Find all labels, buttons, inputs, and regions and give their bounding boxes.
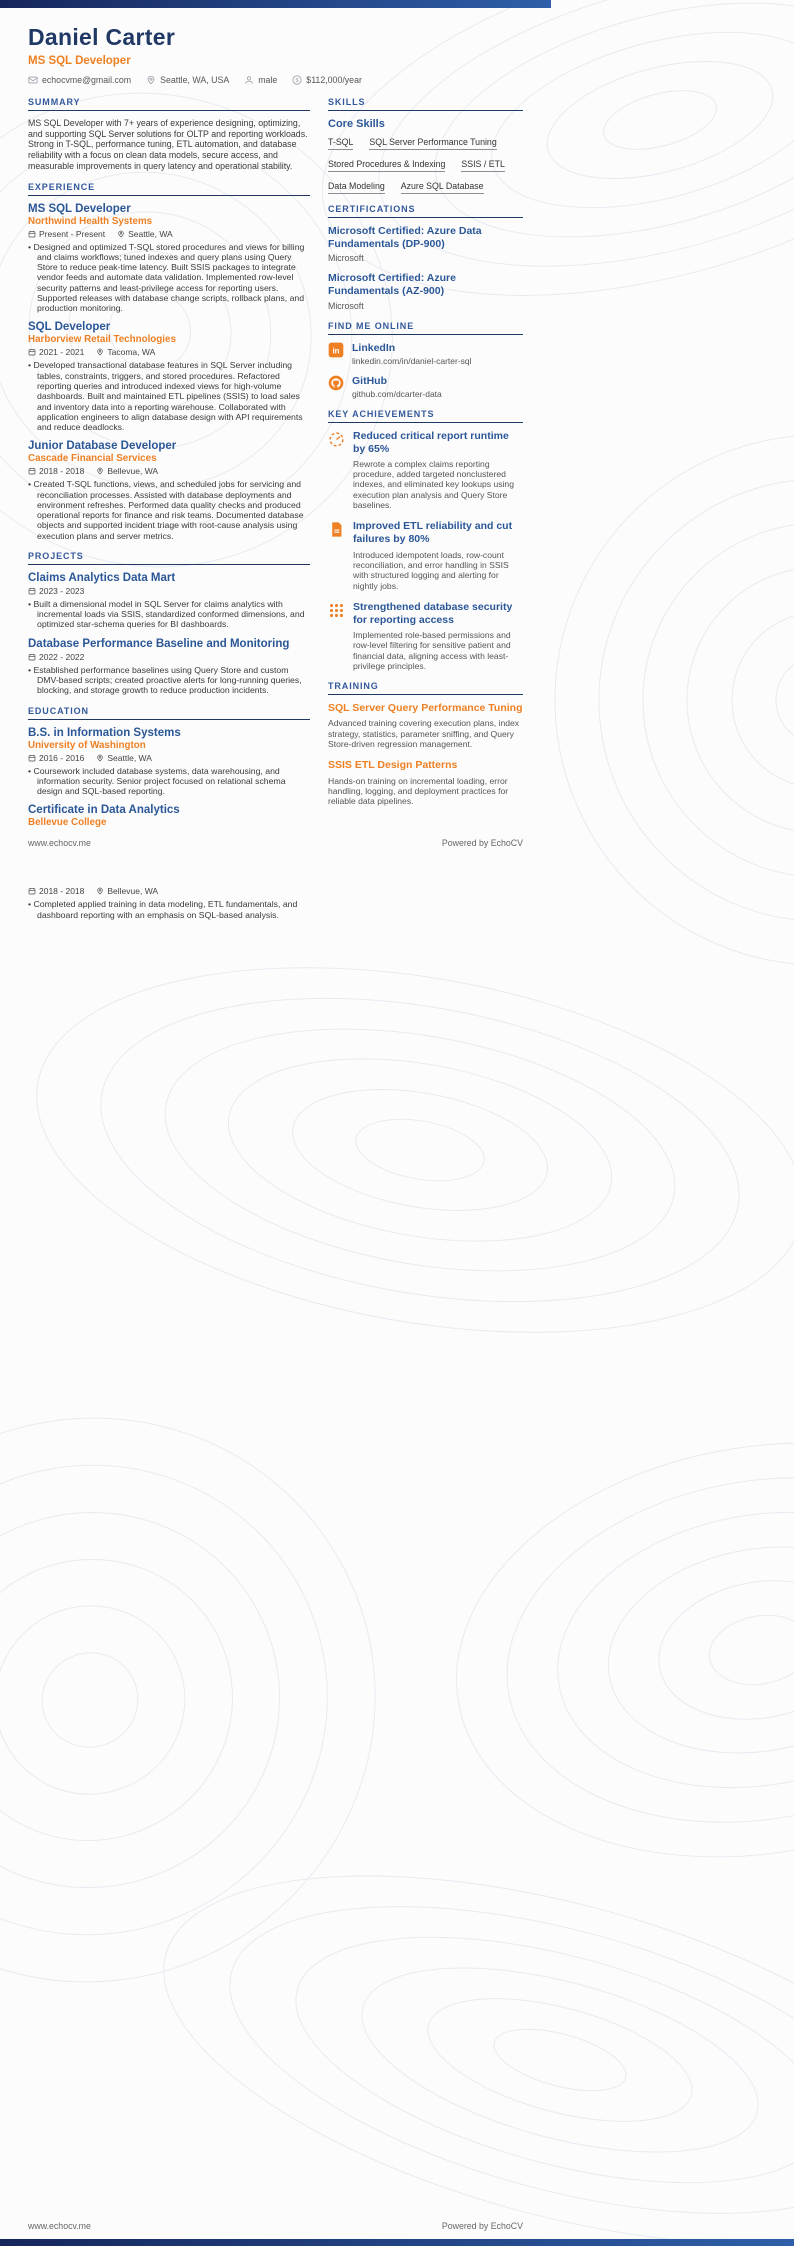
calendar-icon: [28, 754, 36, 762]
training-text: Advanced training covering execution plans, index strategy, statistics, parameter sniffing, and Query Store-driven regression management.: [328, 718, 520, 750]
email-icon: [28, 75, 38, 85]
resume-page-2: [0, 858, 551, 920]
job-location: Seattle, WA: [117, 229, 173, 239]
skill-chip: Data Modeling: [328, 181, 385, 194]
degree: Certificate in Data Analytics: [28, 804, 180, 817]
education-bullet: • Completed applied training in data modeling, ETL fundamentals, and dashboard reporting with an emphasis on SQL-based analysis.: [37, 899, 310, 920]
education-bullet: • Coursework included database systems, data warehousing, and information security. Senior project focused on relational schema design and SQL-based reporting.: [37, 766, 310, 797]
candidate-title: MS SQL Developer: [28, 55, 131, 67]
education-entry-continued: [28, 886, 310, 920]
document-icon: [328, 521, 345, 538]
skill-chip: Azure SQL Database: [401, 181, 484, 194]
job-bullet: • Designed and optimized T-SQL stored procedures and views for billing and claims workflows; tuned indexes and query plans using Query Store to reduce peak-time latency. Built SSIS packages to integrate vendor feeds and automate data validation. Implemented row-level security patterns and least-privilege access for reporting users. Supported releases with database change scripts, rollback plans, and production monitoring.: [37, 242, 310, 314]
contact-row: [28, 75, 523, 85]
training-entry: [328, 702, 523, 749]
gauge-icon: [328, 431, 345, 448]
location-pin-icon: [146, 75, 156, 85]
project-title: Database Performance Baseline and Monitoring: [28, 637, 290, 650]
job-title: MS SQL Developer: [28, 202, 131, 215]
certifications-heading: CERTIFICATIONS: [328, 204, 523, 218]
section-key-achievements: [328, 409, 523, 672]
job-title: SQL Developer: [28, 321, 111, 334]
project-bullet: • Built a dimensional model in SQL Server for claims analytics with incremental loads via SSIS, standardized conformed dimensions, and optimized star-schema queries for BI dashboards.: [37, 599, 310, 630]
experience-heading: EXPERIENCE: [28, 182, 310, 196]
summary-heading: SUMMARY: [28, 97, 310, 111]
site-link[interactable]: www.echocv.me: [28, 2221, 91, 2231]
job-company: Harborview Retail Technologies: [28, 334, 176, 346]
section-education: [28, 706, 310, 829]
skill-group-title: Core Skills: [328, 118, 385, 130]
project-title: Claims Analytics Data Mart: [28, 571, 176, 584]
online-profile-github[interactable]: [328, 375, 523, 399]
location-pin-icon: [117, 230, 125, 238]
job-title: Junior Database Developer: [28, 440, 177, 453]
achievement-entry: [328, 520, 523, 591]
location-pin-icon: [96, 754, 104, 762]
calendar-icon: [28, 348, 36, 356]
powered-by-link[interactable]: Powered by EchoCV: [441, 2221, 523, 2231]
education-location: Seattle, WA: [96, 753, 152, 763]
contact-salary: $112,000/year: [292, 75, 362, 85]
contact-location: Seattle, WA, USA: [146, 75, 229, 85]
calendar-icon: [28, 887, 36, 895]
powered-by-link[interactable]: Powered by EchoCV: [441, 838, 523, 849]
certification-name: Microsoft Certified: Azure Data Fundamentals (DP-900): [328, 225, 482, 251]
achievement-text: Rewrote a complex claims reporting procedure, added targeted nonclustered indexes, and eliminated key lookups using execution plan analysis and Query Store baselines.: [353, 458, 514, 510]
certification-issuer: Microsoft: [328, 253, 364, 264]
salary-icon: [292, 75, 302, 85]
location-pin-icon: [96, 467, 104, 475]
job-company: Northwind Health Systems: [28, 215, 153, 227]
job-dates: 2021 - 2021: [28, 347, 84, 357]
section-find-me-online: [328, 321, 523, 399]
education-heading: EDUCATION: [28, 706, 310, 720]
certification-entry: [328, 272, 523, 310]
experience-entry: [28, 203, 310, 314]
job-company: Cascade Financial Services: [28, 453, 157, 465]
project-meta: [28, 652, 310, 662]
section-certifications: [328, 204, 523, 311]
left-column: [28, 97, 310, 838]
project-dates: 2022 - 2022: [28, 652, 84, 662]
online-label: GitHub: [352, 374, 387, 387]
right-column: [328, 97, 523, 838]
education-dates: 2016 - 2016: [28, 753, 84, 763]
calendar-icon: [28, 467, 36, 475]
training-heading: TRAINING: [328, 681, 523, 695]
section-experience: [28, 182, 310, 541]
section-skills: [328, 97, 523, 194]
grid-dots-icon: [328, 602, 345, 619]
online-url[interactable]: linkedin.com/in/daniel-carter-sql: [352, 355, 472, 366]
education-entry: [28, 804, 310, 828]
job-dates: 2018 - 2018: [28, 466, 84, 476]
contact-gender: male: [244, 75, 277, 85]
skill-chip: T-SQL: [328, 137, 353, 150]
achievement-title: Improved ETL reliability and cut failures by 80%: [353, 520, 513, 546]
candidate-name: Daniel Carter: [28, 24, 176, 50]
achievement-title: Reduced critical report runtime by 65%: [353, 429, 509, 455]
skill-chip: Stored Procedures & Indexing: [328, 159, 445, 172]
school: Bellevue College: [28, 817, 107, 829]
training-title: SSIS ETL Design Patterns: [328, 759, 458, 772]
github-icon: [328, 375, 344, 391]
education-location: Bellevue, WA: [96, 886, 158, 896]
online-profile-linkedin[interactable]: [328, 342, 523, 366]
location-pin-icon: [96, 887, 104, 895]
achievement-text: Introduced idempotent loads, row-count reconciliation, and error handling in SSIS with structured logging and alerting for nightly jobs.: [353, 549, 509, 591]
section-projects: [28, 551, 310, 696]
person-icon: [244, 75, 254, 85]
education-meta: [28, 886, 310, 896]
job-meta: [28, 466, 310, 476]
job-meta: [28, 229, 310, 239]
top-accent-bar: [0, 0, 551, 8]
project-entry: [28, 572, 310, 630]
school: University of Washington: [28, 739, 146, 751]
job-dates: Present - Present: [28, 229, 105, 239]
skills-heading: SKILLS: [328, 97, 523, 111]
project-bullet: • Established performance baselines using Query Store and custom DMV-based scripts; created proactive alerts for long-running queries, blocking, and storage growth to reduce production incidents.: [37, 665, 310, 696]
project-dates: 2023 - 2023: [28, 586, 84, 596]
section-summary: [28, 97, 310, 172]
degree: B.S. in Information Systems: [28, 726, 181, 739]
project-entry: [28, 638, 310, 696]
page-footer: [0, 838, 551, 858]
achievement-entry: [328, 601, 523, 672]
training-title: SQL Server Query Performance Tuning: [328, 702, 523, 715]
achievements-heading: KEY ACHIEVEMENTS: [328, 409, 523, 423]
project-meta: [28, 586, 310, 596]
bottom-footer: [0, 2221, 551, 2239]
certification-entry: [328, 225, 523, 263]
skill-chip: SQL Server Performance Tuning: [369, 137, 496, 150]
job-meta: [28, 347, 310, 357]
resume-page-1: [0, 0, 551, 858]
achievement-entry: [328, 430, 523, 511]
online-label: LinkedIn: [352, 341, 396, 354]
job-location: Tacoma, WA: [96, 347, 155, 357]
education-dates: 2018 - 2018: [28, 886, 84, 896]
location-pin-icon: [96, 348, 104, 356]
online-url[interactable]: github.com/dcarter-data: [352, 388, 442, 399]
certification-name: Microsoft Certified: Azure Fundamentals (AZ-900): [328, 272, 456, 298]
job-location: Bellevue, WA: [96, 466, 158, 476]
resume-header: [0, 8, 551, 85]
online-heading: FIND ME ONLINE: [328, 321, 523, 335]
section-training: [328, 681, 523, 806]
achievement-title: Strengthened database security for reporting access: [353, 600, 513, 626]
site-link[interactable]: www.echocv.me: [28, 838, 91, 849]
linkedin-icon: [328, 342, 344, 358]
achievement-text: Implemented role-based permissions and row-level filtering for sensitive patient and financial data, aligning access with least-privilege principles.: [353, 630, 511, 671]
experience-entry: [28, 440, 310, 541]
education-meta: [28, 753, 310, 763]
experience-entry: [28, 321, 310, 432]
education-entry: [28, 727, 310, 797]
calendar-icon: [28, 653, 36, 661]
certification-issuer: Microsoft: [328, 300, 364, 311]
calendar-icon: [28, 587, 36, 595]
training-entry: [328, 759, 523, 806]
job-bullet: • Created T-SQL functions, views, and scheduled jobs for servicing and reconciliation processes. Assisted with database deployments and environment refreshes. Performed data quality checks and produced operational reports for finance and risk teams. Documented database objects and supported incident triage with root-cause analysis using execution plans and server metrics.: [37, 479, 310, 541]
training-text: Hands-on training on incremental loading, error handling, logging, and deployment practices for reliable data pipelines.: [328, 775, 509, 807]
skill-chip: SSIS / ETL: [461, 159, 505, 172]
projects-heading: PROJECTS: [28, 551, 310, 565]
skill-chips: [328, 137, 523, 194]
summary-text: MS SQL Developer with 7+ years of experience designing, optimizing, and supporting SQL Server solutions for OLTP and reporting workloads. Strong in T-SQL, performance tuning, ETL automation, and database reliability with a focus on clean data models, secure access, and measurable improvements in query latency and operational stability.: [28, 118, 308, 171]
job-bullet: • Developed transactional database features in SQL Server including tables, constraints, triggers, and stored procedures. Refactored reporting queries and introduced indexed views for high-volume dashboards. Built and maintained ETL pipelines (SSIS) to load sales and inventory data into a reporting warehouse. Collaborated with application engineers to align database design with API requirements and reduce deadlocks.: [37, 360, 310, 432]
calendar-icon: [28, 230, 36, 238]
document-bottom: [0, 2221, 794, 2246]
bottom-accent-bar: [0, 2239, 794, 2246]
contact-email[interactable]: echocvme@gmail.com: [28, 75, 131, 85]
